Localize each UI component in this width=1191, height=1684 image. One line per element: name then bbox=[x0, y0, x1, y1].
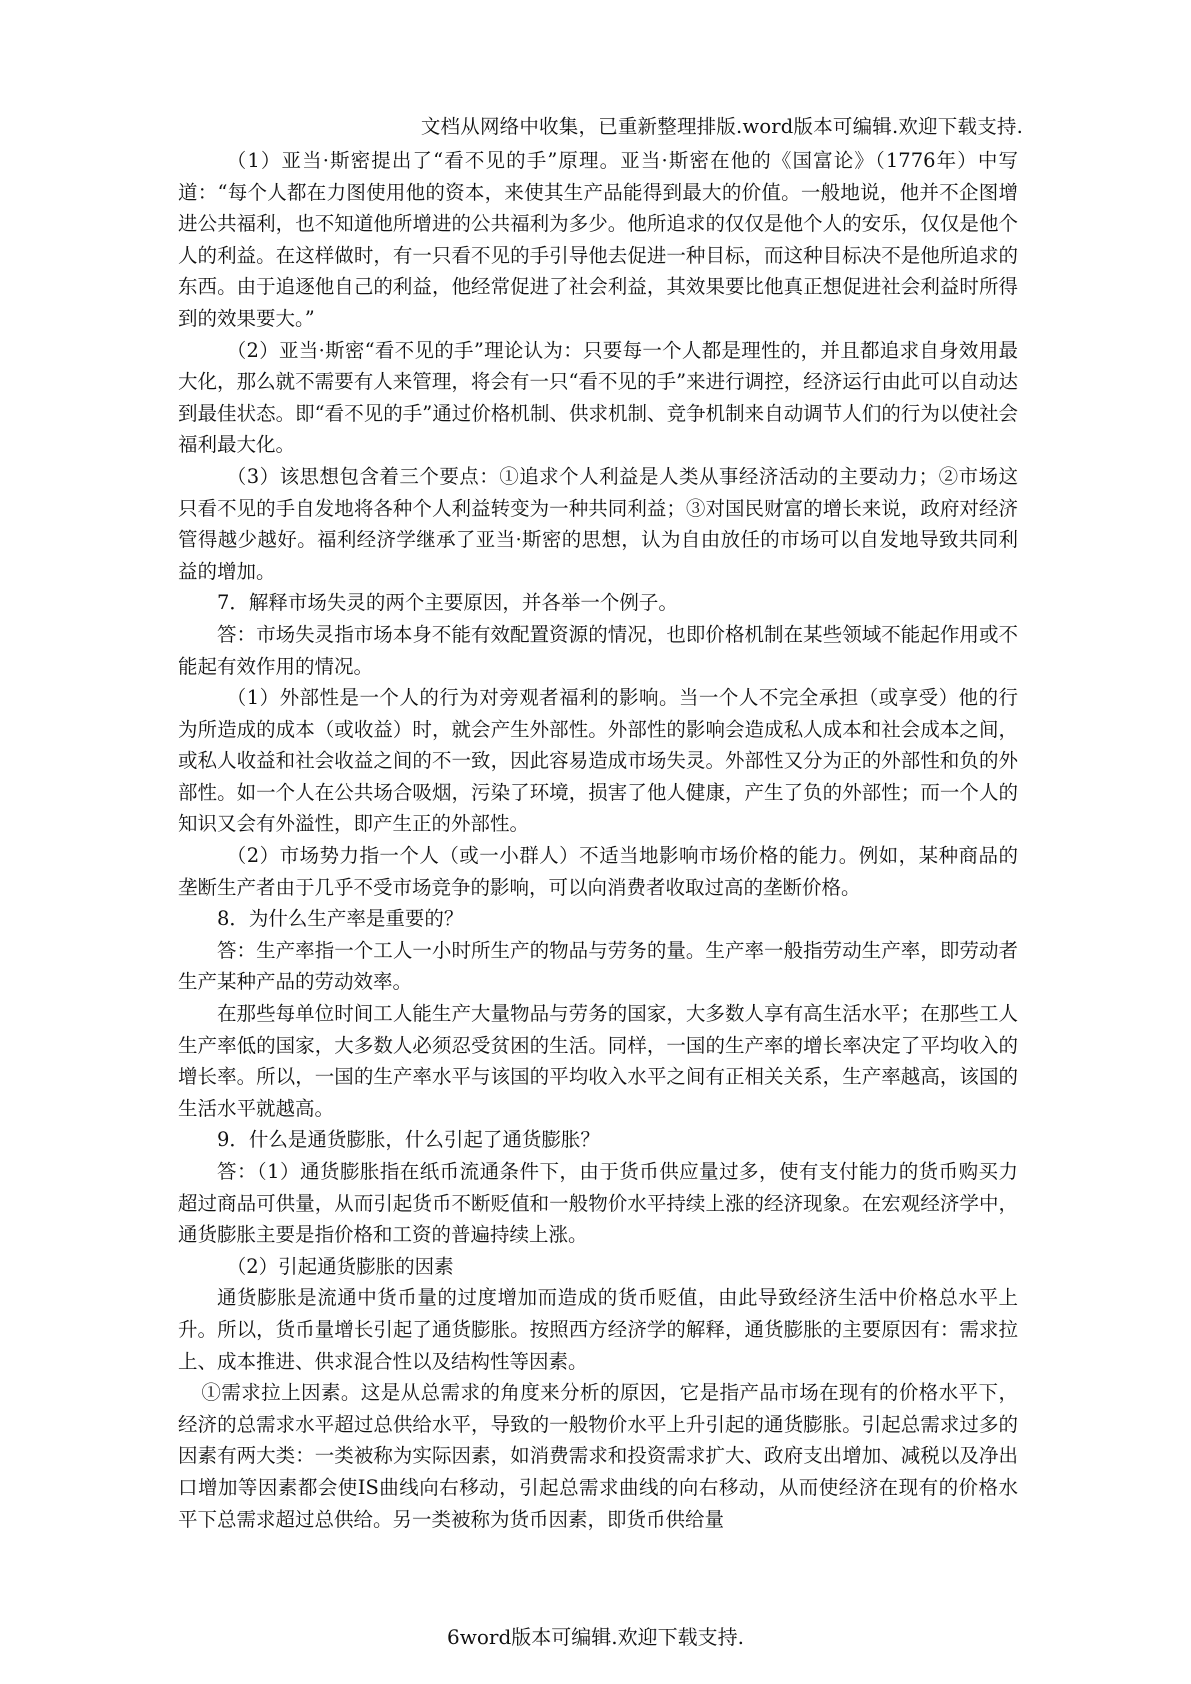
answer-9-causes-heading: （2）引起通货膨胀的因素 bbox=[226, 1254, 454, 1278]
page-footer: 6word版本可编辑.欢迎下载支持. bbox=[447, 1625, 744, 1649]
paragraph-three-key-points: （3）该思想包含着三个要点：①追求个人利益是人类从事经济活动的主要动力；②市场这只看不见的手自发地将各种个人利益转变为一种共同利益；③对国民财富的增长来说，政府对经济管得越少越好。福利经济学继承了亚当·斯密的思想，认为自由放任的市场可以自发地导致共同利益的增加。 bbox=[178, 464, 1018, 583]
answer-7-externality: （1）外部性是一个人的行为对旁观者福利的影响。当一个人不完全承担（或享受）他的行为所造成的成本（或收益）时，就会产生外部性。外部性的影响会造成私人成本和社会成本之间，或私人收益和社会收益之间的不一致，因此容易造成市场失灵。外部性又分为正的外部性和负的外部性。如一个人在公共场合吸烟，污染了环境，损害了他人健康，产生了负的外部性；而一个人的知识又会有外溢性，即产生正的外部性。 bbox=[178, 686, 1018, 836]
answer-9-causes-overview: 通货膨胀是流通中货币量的过度增加而造成的货币贬值，由此导致经济生活中价格总水平上升。所以，货币量增长引起了通货膨胀。按照西方经济学的解释，通货膨胀的主要原因有：需求拉上、成本推进、供求混合性以及结构性等因素。 bbox=[178, 1286, 1018, 1373]
answer-9-definition: 答：（1）通货膨胀指在纸币流通条件下，由于货币供应量过多，使有支付能力的货币购买力超过商品可供量，从而引起货币不断贬值和一般物价水平持续上涨的经济现象。在宏观经济学中，通货膨胀主要是指价格和工资的普遍持续上涨。 bbox=[178, 1160, 1018, 1247]
page-header: 文档从网络中收集，已重新整理排版.word版本可编辑.欢迎下载支持. bbox=[420, 115, 1023, 138]
answer-8-definition: 答：生产率指一个工人一小时所生产的物品与劳务的量。生产率一般指劳动生产率，即劳动者生产某种产品的劳动效率。 bbox=[178, 938, 1018, 994]
paragraph-smith-invisible-hand-quote: （1）亚当·斯密提出了“看不见的手”原理。亚当·斯密在他的《国富论》（1776年）中写道：“每个人都在力图使用他的资本，来使其生产品能得到最大的价值。一般地说，他并不企图增进公共福利，也不知道他所增进的公共福利为多少。他所追求的仅仅是他个人的安乐，仅仅是他个人的利益。在这样做时，有一只看不见的手引导他去促进一种目标，而这种目标决不是他所追求的东西。由于追逐他自己的利益，他经常促进了社会利益，其效果要比他真正想促进社会利益时所得到的效果要大。” bbox=[178, 149, 1018, 330]
answer-7-intro: 答：市场失灵指市场本身不能有效配置资源的情况，也即价格机制在某些领域不能起作用或不能起有效作用的情况。 bbox=[178, 622, 1018, 678]
question-7: 7．解释市场失灵的两个主要原因，并各举一个例子。 bbox=[217, 591, 678, 615]
answer-8-explanation: 在那些每单位时间工人能生产大量物品与劳务的国家，大多数人享有高生活水平；在那些工人生产率低的国家，大多数人必须忍受贫困的生活。同样，一国的生产率的增长率决定了平均收入的增长率。所以，一国的生产率水平与该国的平均收入水平之间有正相关关系，生产率越高，该国的生活水平就越高。 bbox=[178, 1002, 1018, 1120]
answer-9-demand-pull: ①需求拉上因素。这是从总需求的角度来分析的原因，它是指产品市场在现有的价格水平下，经济的总需求水平超过总供给水平，导致的一般物价水平上升引起的通货膨胀。引起总需求过多的因素有两大类：一类被称为实际因素，如消费需求和投资需求扩大、政府支出增加、减税以及净出口增加等因素都会使IS曲线向右移动，引起总需求曲线的向右移动，从而使经济在现有的价格水平下总需求超过总供给。另一类被称为货币因素，即货币供给量 bbox=[178, 1381, 1018, 1531]
document-body bbox=[178, 145, 1018, 1535]
paragraph-invisible-hand-theory: （2）亚当·斯密“看不见的手”理论认为：只要每一个人都是理性的，并且都追求自身效用最大化，那么就不需要有人来管理，将会有一只“看不见的手”来进行调控，经济运行由此可以自动达到最佳状态。即“看不见的手”通过价格机制、供求机制、竞争机制来自动调节人们的行为以使社会福利最大化。 bbox=[178, 338, 1018, 457]
question-8: 8．为什么生产率是重要的？ bbox=[217, 907, 464, 931]
question-9: 9．什么是通货膨胀，什么引起了通货膨胀？ bbox=[217, 1128, 600, 1152]
answer-7-market-power: （2）市场势力指一个人（或一小群人）不适当地影响市场价格的能力。例如，某种商品的垄断生产者由于几乎不受市场竞争的影响，可以向消费者收取过高的垄断价格。 bbox=[178, 844, 1018, 899]
